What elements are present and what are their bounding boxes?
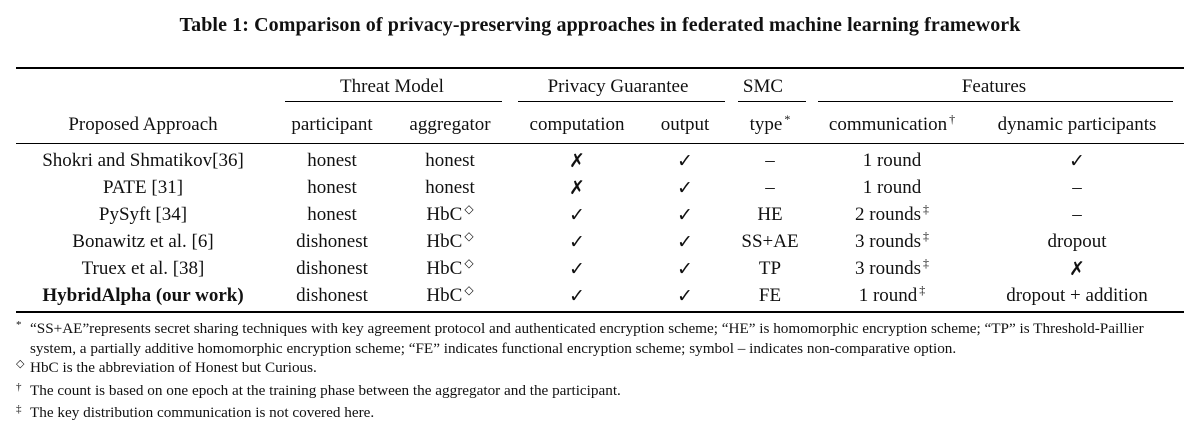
cell-communication-text: 3 rounds xyxy=(855,258,921,279)
col-aggregator: aggregator xyxy=(409,114,491,135)
cell-aggregator-text: HbC xyxy=(426,285,463,306)
col-approach: Proposed Approach xyxy=(68,114,218,135)
cell-type-text: FE xyxy=(758,285,782,306)
cell-computation-text: ✓ xyxy=(569,232,585,253)
footnote-mark-dagger: † xyxy=(949,111,956,126)
cell-output-text: ✓ xyxy=(677,178,693,199)
cell-participant xyxy=(296,258,368,280)
footnote-mark: ‡ xyxy=(919,282,926,297)
cell-output xyxy=(677,177,693,200)
cell-communication xyxy=(863,150,922,172)
cell-dynamic xyxy=(1069,258,1085,281)
cell-dynamic xyxy=(1072,177,1082,199)
footnote xyxy=(16,403,1191,423)
cell-dynamic-text: dropout xyxy=(1047,231,1107,252)
cell-type xyxy=(759,258,781,280)
cell-dynamic-text: ✗ xyxy=(1069,259,1085,280)
cell-aggregator xyxy=(426,201,474,226)
cell-approach xyxy=(99,204,187,226)
cell-dynamic-text: – xyxy=(1072,204,1082,225)
cell-communication xyxy=(855,228,929,253)
threat-model-rule xyxy=(285,101,502,102)
group-threat-model: Threat Model xyxy=(340,76,444,97)
cell-aggregator xyxy=(426,282,474,307)
footnote-text: “SS+AE”represents secret sharing techniques with key agreement protocol and authenticated encryption scheme; “HE” is homomorphic encryption scheme; “TP” is Threshold-Paillier system, a partially additive homomorphic encryption scheme; “FE” indicates functional encryption scheme; symbol – indicates non-comparative option. xyxy=(30,320,1144,357)
footnote-mark: ◇ xyxy=(16,358,25,370)
footnote xyxy=(16,358,1191,378)
cell-output xyxy=(677,285,693,308)
privacy-guarantee-rule xyxy=(518,101,725,102)
cell-type-text: HE xyxy=(757,204,783,225)
cell-type xyxy=(759,285,781,307)
cell-approach xyxy=(82,258,205,280)
footnote-text: The key distribution communication is not covered here. xyxy=(30,404,375,421)
features-rule xyxy=(818,101,1173,102)
cell-communication xyxy=(855,201,929,226)
cell-communication xyxy=(858,282,926,307)
cell-dynamic-text: – xyxy=(1072,177,1082,198)
cell-computation xyxy=(569,150,585,173)
cell-output-text: ✓ xyxy=(677,151,693,172)
cell-communication xyxy=(863,177,922,199)
cell-type xyxy=(765,177,775,199)
cell-approach-text: PATE [31] xyxy=(102,177,184,198)
cell-output xyxy=(677,204,693,227)
cell-dynamic xyxy=(1006,285,1148,307)
cell-computation xyxy=(569,285,585,308)
footnote-mark: ‡ xyxy=(16,403,22,415)
smc-rule xyxy=(738,101,806,102)
cell-participant-text: honest xyxy=(307,204,357,225)
cell-approach xyxy=(72,231,213,253)
footnote-mark: ◇ xyxy=(464,228,474,243)
cell-computation-text: ✓ xyxy=(569,286,585,307)
cell-approach xyxy=(103,177,183,199)
footnote-mark: ‡ xyxy=(922,201,929,216)
cell-aggregator xyxy=(426,228,474,253)
footnote-mark: ◇ xyxy=(464,201,474,216)
cell-type xyxy=(757,204,782,226)
cell-participant-text: honest xyxy=(307,177,357,198)
cell-aggregator xyxy=(426,255,474,280)
cell-dynamic-text: dropout + addition xyxy=(1006,285,1148,306)
footnote-mark: ‡ xyxy=(922,255,929,270)
cell-dynamic xyxy=(1047,231,1106,253)
cell-participant-text: honest xyxy=(307,150,357,171)
cell-aggregator xyxy=(425,150,475,172)
header-rule xyxy=(16,143,1184,144)
cell-participant xyxy=(307,177,357,199)
cell-output xyxy=(677,150,693,173)
cell-type xyxy=(741,231,798,253)
col-dynamic: dynamic participants xyxy=(997,114,1157,135)
cell-output-text: ✓ xyxy=(677,286,693,307)
cell-participant xyxy=(296,285,368,307)
bottom-rule xyxy=(16,311,1184,313)
cell-participant-text: dishonest xyxy=(296,285,368,306)
footnote xyxy=(16,381,1191,401)
footnote xyxy=(16,319,1191,358)
cell-communication-text: 1 round xyxy=(858,285,918,306)
col-computation: computation xyxy=(529,114,625,135)
cell-approach-text: HybridAlpha (our work) xyxy=(42,285,244,306)
col-communication-label: communication xyxy=(828,114,948,135)
col-type xyxy=(749,111,791,136)
cell-output-text: ✓ xyxy=(677,232,693,253)
cell-type-text: TP xyxy=(758,258,782,279)
footnote-mark: ◇ xyxy=(464,282,474,297)
group-privacy-guarantee: Privacy Guarantee xyxy=(547,76,689,97)
cell-approach-text: Bonawitz et al. [6] xyxy=(72,231,214,252)
cell-output xyxy=(677,258,693,281)
cell-communication-text: 3 rounds xyxy=(855,231,921,252)
cell-computation-text: ✗ xyxy=(569,151,585,172)
cell-computation-text: ✓ xyxy=(569,205,585,226)
cell-dynamic-text: ✓ xyxy=(1069,151,1085,172)
cell-computation xyxy=(569,258,585,281)
cell-type-text: – xyxy=(765,150,775,171)
cell-computation xyxy=(569,204,585,227)
cell-communication-text: 1 round xyxy=(862,150,922,171)
cell-computation-text: ✗ xyxy=(569,178,585,199)
cell-communication xyxy=(855,255,929,280)
cell-aggregator-text: honest xyxy=(425,177,475,198)
group-features: Features xyxy=(961,76,1027,97)
footnotes xyxy=(16,319,1191,423)
cell-communication-text: 2 rounds xyxy=(855,204,921,225)
cell-approach-text: Truex et al. [38] xyxy=(81,258,205,279)
cell-aggregator-text: honest xyxy=(425,150,475,171)
cell-participant-text: dishonest xyxy=(296,231,368,252)
cell-computation xyxy=(569,177,585,200)
cell-type-text: SS+AE xyxy=(741,231,799,252)
cell-approach-text: PySyft [34] xyxy=(98,204,188,225)
cell-aggregator-text: HbC xyxy=(426,258,463,279)
footnote-mark-star: * xyxy=(784,111,791,126)
cell-computation-text: ✓ xyxy=(569,259,585,280)
cell-participant-text: dishonest xyxy=(296,258,368,279)
cell-aggregator-text: HbC xyxy=(426,231,463,252)
footnote-mark: ◇ xyxy=(464,255,474,270)
cell-communication-text: 1 round xyxy=(862,177,922,198)
cell-aggregator xyxy=(425,177,475,199)
cell-type-text: – xyxy=(765,177,775,198)
table-caption: Table 1: Comparison of privacy-preserving approaches in federated machine learning framework xyxy=(179,14,1021,36)
cell-aggregator-text: HbC xyxy=(426,204,463,225)
cell-output-text: ✓ xyxy=(677,205,693,226)
cell-approach xyxy=(42,285,243,307)
col-communication xyxy=(828,111,956,136)
cell-participant xyxy=(307,204,357,226)
cell-dynamic xyxy=(1069,150,1085,173)
col-output: output xyxy=(660,114,710,135)
cell-type xyxy=(765,150,775,172)
footnote-mark: * xyxy=(16,319,22,331)
cell-output-text: ✓ xyxy=(677,259,693,280)
cell-output xyxy=(677,231,693,254)
cell-approach-text: Shokri and Shmatikov[36] xyxy=(42,150,244,171)
footnote-text: HbC is the abbreviation of Honest but Curious. xyxy=(30,359,317,376)
col-type-label: type xyxy=(749,114,783,135)
cell-participant xyxy=(296,231,368,253)
group-smc: SMC xyxy=(742,76,784,97)
top-rule xyxy=(16,67,1184,69)
footnote-mark: ‡ xyxy=(922,228,929,243)
footnote-text: The count is based on one epoch at the training phase between the aggregator and the participant. xyxy=(30,381,621,399)
cell-computation xyxy=(569,231,585,254)
cell-participant xyxy=(307,150,357,172)
col-participant: participant xyxy=(291,114,373,135)
cell-dynamic xyxy=(1072,204,1082,226)
footnote-mark: † xyxy=(16,380,22,393)
cell-approach xyxy=(42,150,244,172)
